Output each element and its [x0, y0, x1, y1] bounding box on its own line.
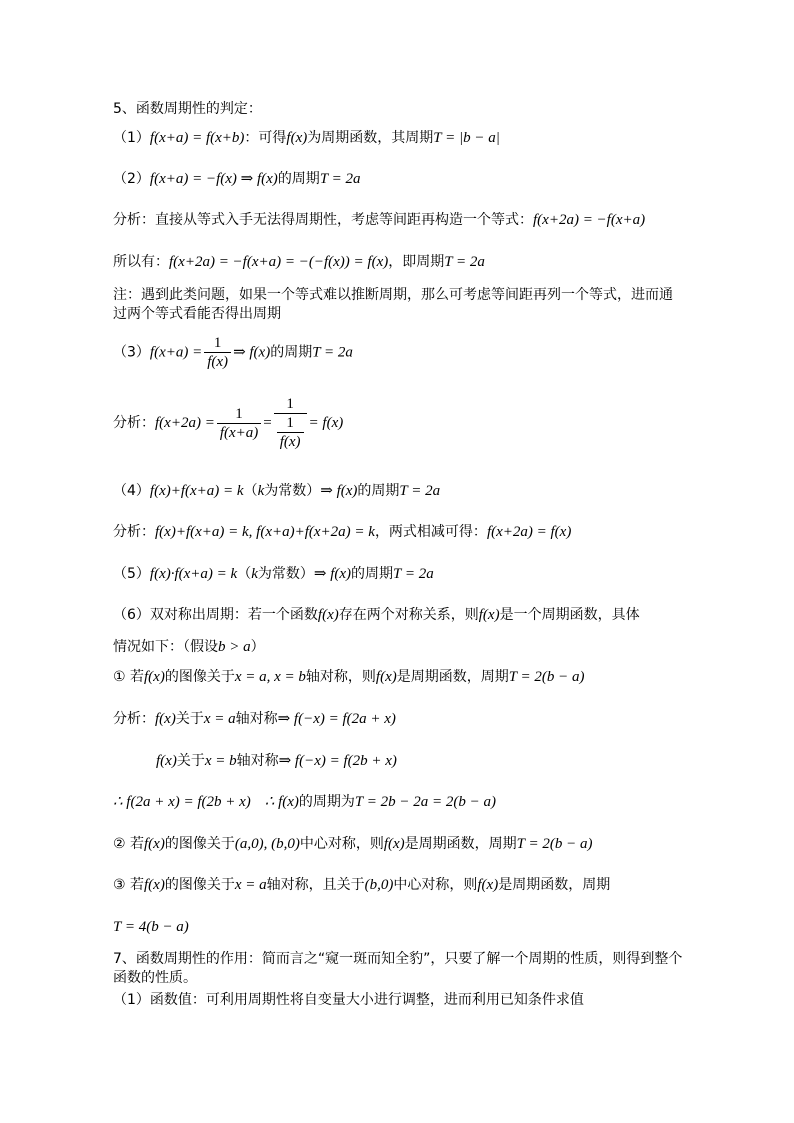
rule-6-intro: （6）双对称出周期：若一个函数f(x)存在两个对称关系，则f(x)是一个周期函数，具体: [113, 607, 640, 623]
section-heading-5: 5、函数周期性的判定：: [113, 101, 262, 117]
case-3: ③ 若f(x)的图像关于x = a轴对称，且关于(b,0)中心对称，则f(x)是周期函数，周期: [113, 877, 611, 893]
case-1: ① 若f(x)的图像关于x = a, x = b轴对称，则f(x)是周期函数，周期T = 2(b − a): [113, 669, 585, 685]
fraction: $\frac{1}{f(x+a)}$: [217, 405, 261, 442]
case-3-period: T = 4(b − a): [113, 919, 189, 935]
rule-1: （1）f(x+a) = f(x+b)：可得f(x)为周期函数，其周期T = |b − a|: [113, 130, 500, 146]
rule-2: （2）f(x+a) = −f(x) ⇒ f(x)的周期T = 2a: [113, 171, 361, 187]
rule-5: （5）f(x)·f(x+a) = k（k为常数）⇒ f(x)的周期T = 2a: [113, 566, 434, 582]
case-2: ② 若f(x)的图像关于(a,0), (b,0)中心对称，则f(x)是周期函数，周期T = 2(b − a): [113, 836, 593, 852]
analysis-2: 分析：直接从等式入手无法得周期性，考虑等间距再构造一个等式：f(x+2a) = −f(x+a): [113, 212, 646, 228]
section-heading-7: 7、函数周期性的作用：简而言之“窥一斑而知全豹”，只要了解一个周期的性质，则得到整个函数的性质。: [113, 951, 683, 986]
case-1-analysis-b: f(x)关于x = b轴对称⇒ f(−x) = f(2b + x): [156, 753, 397, 769]
rule-4: （4）f(x)+f(x+a) = k（k为常数）⇒ f(x)的周期T = 2a: [113, 483, 441, 499]
analysis-2-conclusion: 所以有：f(x+2a) = −f(x+a) = −(−f(x)) = f(x)，即周期T = 2a: [113, 254, 485, 270]
analysis-4: 分析：f(x)+f(x+a) = k, f(x+a)+f(x+2a) = k，两式相减可得：f(x+2a) = f(x): [113, 524, 572, 540]
note-paragraph: 注：遇到此类问题，如果一个等式难以推断周期，那么可考虑等间距再列一个等式，进而通过两个等式看能否得出周期: [113, 287, 673, 322]
case-1-conclusion: ∴ f(2a + x) = f(2b + x) ∴ f(x)的周期为T = 2b − 2a = 2(b − a): [113, 794, 496, 810]
section-7-item-1: （1）函数值：可利用周期性将自变量大小进行调整，进而利用已知条件求值: [113, 992, 584, 1008]
rule-3: （3）f(x+a) = $\frac{1}{f(x)}$ ⇒ f(x)的周期T = 2a: [113, 335, 353, 370]
rule-6-assumption: 情况如下：（假设b > a）: [113, 639, 265, 655]
case-1-analysis-a: 分析：f(x)关于x = a轴对称⇒ f(−x) = f(2a + x): [113, 711, 396, 727]
fraction: $\frac{1}{f(x)}$: [204, 334, 231, 371]
nested-fraction: $\frac{1}{\frac{1}{f(x)}}$: [274, 395, 307, 451]
analysis-3: 分析：f(x+2a) = $\frac{1}{f(x+a)}$ = $\frac{1}{\frac{1}{f(x)}}$ = f(x): [113, 396, 344, 450]
